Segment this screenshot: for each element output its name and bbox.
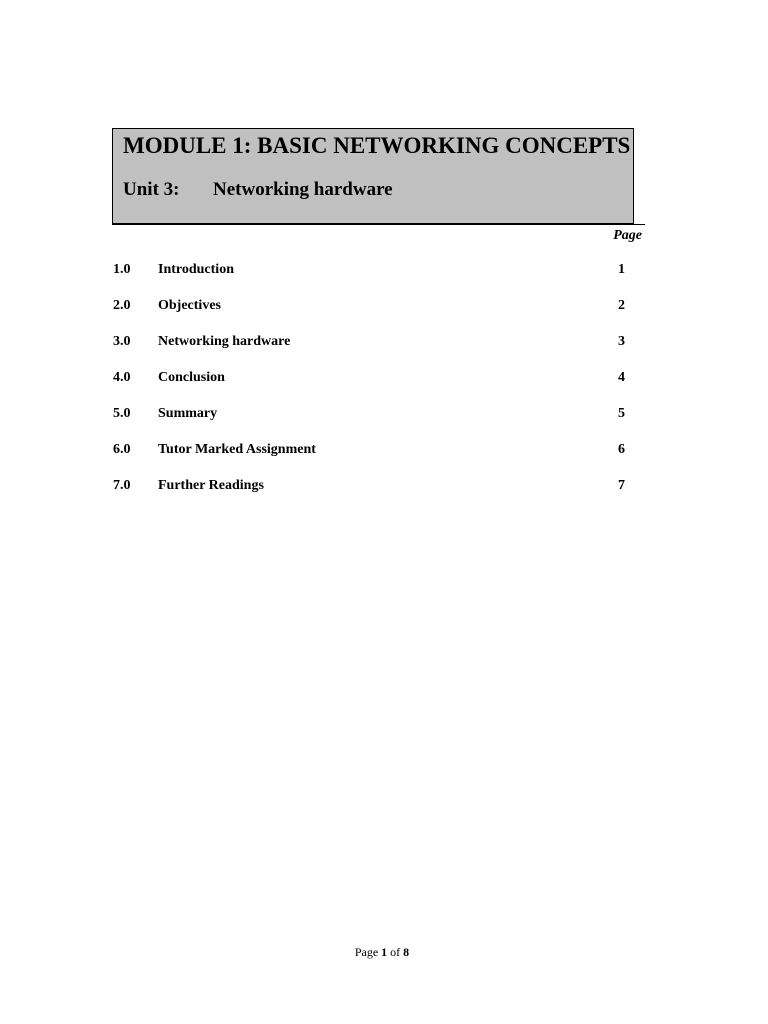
toc-page: 4: [618, 370, 625, 385]
header-rule: [112, 224, 645, 225]
toc-row: [113, 298, 633, 334]
unit-label: Unit 3:: [123, 179, 180, 200]
toc-page: 3: [618, 334, 625, 349]
toc-title: Conclusion: [158, 370, 225, 385]
table-of-contents: [113, 262, 633, 514]
footer-current-page: 1: [381, 945, 388, 959]
unit-heading: [123, 179, 393, 201]
toc-row: [113, 406, 633, 442]
toc-row: [113, 334, 633, 370]
toc-title: Objectives: [158, 298, 221, 313]
toc-title: Networking hardware: [158, 334, 291, 349]
toc-number: 3.0: [113, 334, 131, 349]
toc-row: [113, 442, 633, 478]
toc-number: 7.0: [113, 478, 131, 493]
toc-title: Summary: [158, 406, 218, 421]
module-header-box: [112, 128, 634, 224]
toc-title: Tutor Marked Assignment: [158, 442, 316, 457]
toc-title: Further Readings: [158, 478, 264, 493]
toc-number: 1.0: [113, 262, 131, 277]
toc-row: [113, 370, 633, 406]
unit-title: Networking hardware: [213, 179, 393, 200]
footer-of-word: of: [390, 945, 401, 959]
page-column-label: Page: [613, 228, 642, 243]
toc-page: 5: [618, 406, 625, 421]
toc-number: 5.0: [113, 406, 131, 421]
toc-page: 1: [618, 262, 625, 277]
footer-total-pages: 8: [403, 945, 410, 959]
toc-page: 2: [618, 298, 625, 313]
toc-number: 2.0: [113, 298, 131, 313]
toc-page: 7: [618, 478, 625, 493]
toc-row: [113, 262, 633, 298]
toc-row: [113, 478, 633, 514]
footer-page-word: Page: [354, 945, 379, 959]
page-footer: [0, 945, 764, 960]
toc-title: Introduction: [158, 262, 234, 277]
toc-number: 4.0: [113, 370, 131, 385]
toc-page: 6: [618, 442, 625, 457]
toc-number: 6.0: [113, 442, 131, 457]
module-title: MODULE 1: BASIC NETWORKING CONCEPTS: [123, 133, 631, 158]
